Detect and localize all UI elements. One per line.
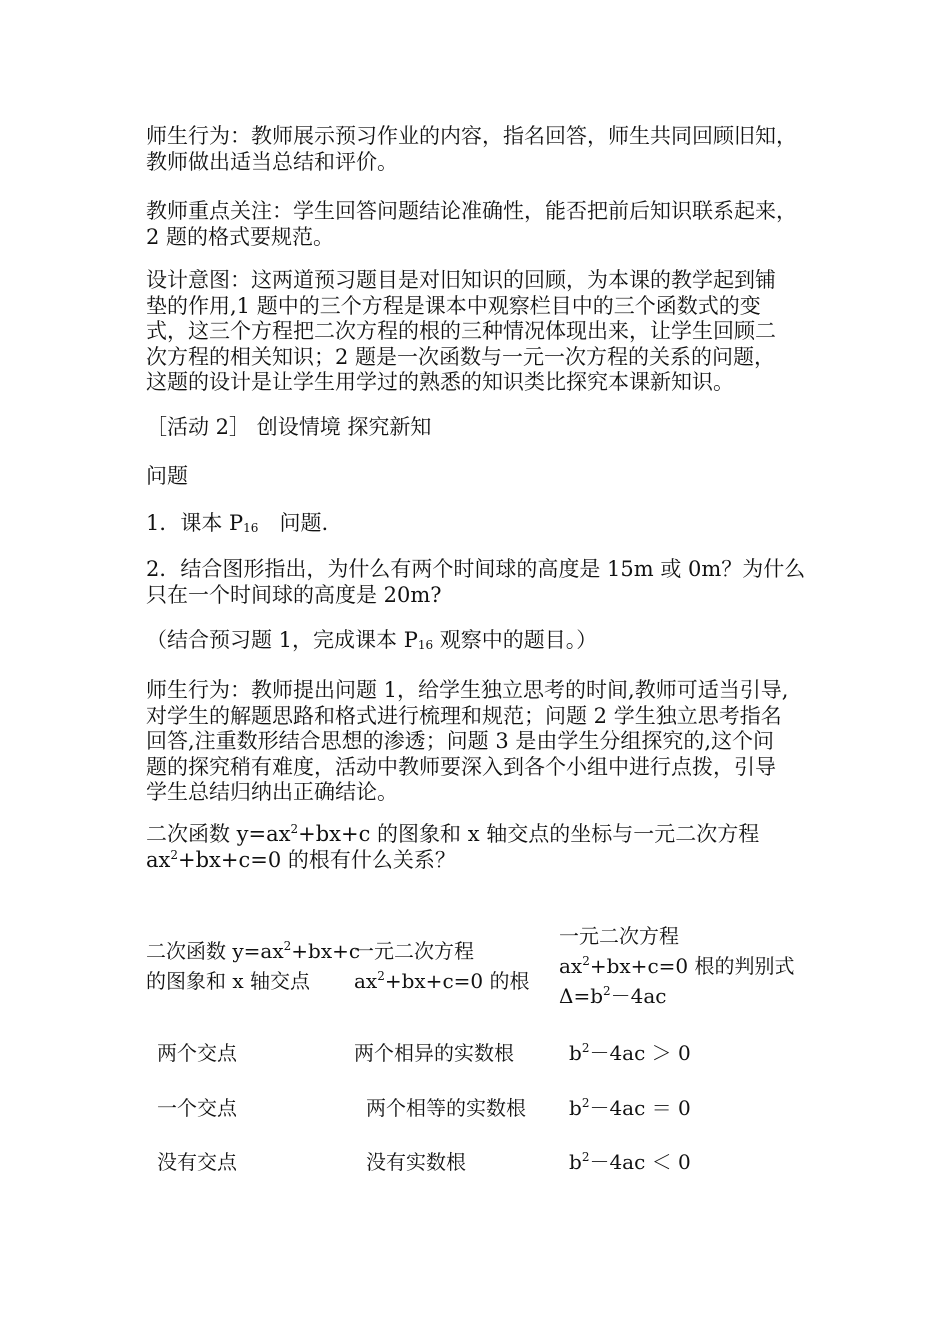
- row-discriminant-condition: $b^2-4ac < 0$: [569, 1150, 691, 1174]
- teacher-student-behavior-paragraph-1: 师生行为：教师展示预习作业的内容，指名回答，师生共同回顾旧知， 教师做出适当总结和评价。: [146, 124, 797, 174]
- question-2: 2．结合图形指出，为什么有两个时间球的高度是 15m 或 0m？为什么 只在一个时间球的高度是 20m?: [146, 557, 806, 607]
- row-intersection-count: 两个交点: [157, 1041, 237, 1065]
- teacher-focus-paragraph: 教师重点关注：学生回答问题结论准确性，能否把前后知识联系起来， 2 题的格式要规范。: [146, 199, 797, 249]
- table-header-discriminant: 一元二次方程 $ax^2+bx+c=0$ 根的判别式 $\Delta=b^2-4ac$: [559, 924, 795, 1008]
- row-root-type: 两个相异的实数根: [354, 1041, 514, 1065]
- row-root-type: 两个相等的实数根: [366, 1096, 526, 1120]
- preview-note: （结合预习题 1，完成课本 $P_{16}$ 观察中的题目。）: [146, 628, 598, 652]
- row-intersection-count: 没有交点: [157, 1150, 237, 1174]
- row-discriminant-condition: $b^2-4ac = 0$: [569, 1096, 691, 1120]
- activity-heading: ［活动 2］ 创设情境 探究新知: [146, 415, 432, 439]
- row-root-type: 没有实数根: [366, 1150, 466, 1174]
- table-header-equation-roots: 一元二次方程 $ax^2+bx+c=0$ 的根: [354, 939, 530, 993]
- row-intersection-count: 一个交点: [157, 1096, 237, 1120]
- table-header-function-intersections: 二次函数 $y=ax^2+bx+c$ 的图象和 x 轴交点: [146, 939, 361, 993]
- row-discriminant-condition: $b^2-4ac > 0$: [569, 1041, 691, 1065]
- design-intent-paragraph: 设计意图：这两道预习题目是对旧知识的回顾，为本课的教学起到铺 垫的作用,1 题中的三个方程是课本中观察栏目中的三个函数式的变 式，这三个方程把二次方程的根的三种情况体现出来，让学生回顾二 次方程的相关知识；2 题是一次函数与一元一次方程的关系的问题， 这题的设计是让学生用学过的熟悉的知识类比探究本课新知识。: [146, 268, 776, 394]
- relationship-question: 二次函数 $y=ax^2+bx+c$ 的图象和 x 轴交点的坐标与一元二次方程 $ax^2+bx+c=0$ 的根有什么关系？: [146, 822, 760, 872]
- question-heading: 问题: [146, 464, 188, 488]
- teacher-student-behavior-paragraph-2: 师生行为：教师提出问题 1，给学生独立思考的时间,教师可适当引导, 对学生的解题思路和格式进行梳理和规范；问题 2 学生独立思考指名 回答,注重数形结合思想的渗透；问题 3 是由学生分组探究的,这个问 题的探究稍有难度，活动中教师要深入到各个小组中进行点拨，引导 学生总结归纳出正确结论。: [146, 678, 789, 804]
- question-1: 1．课本 $P_{16}$ 问题.: [146, 511, 329, 535]
